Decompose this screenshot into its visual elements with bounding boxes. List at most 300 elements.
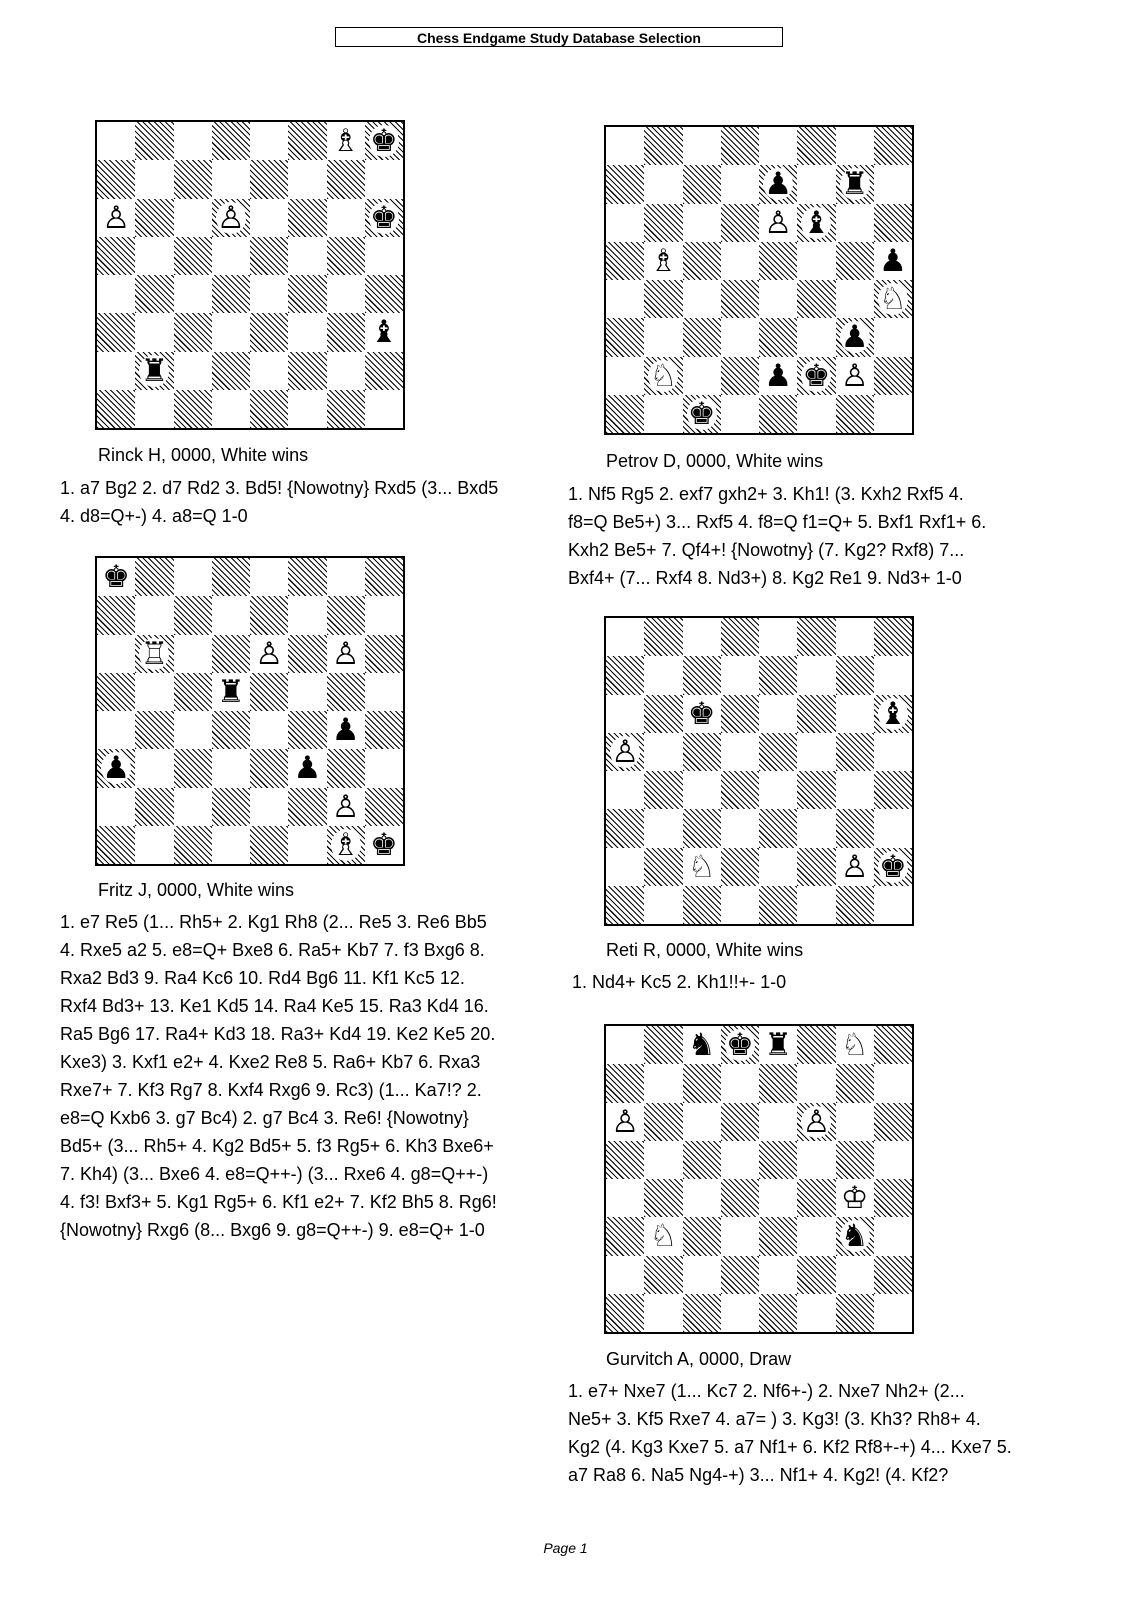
board-square (212, 275, 250, 313)
board-square (836, 1141, 874, 1179)
board-square (683, 848, 721, 886)
board-square (759, 1256, 797, 1294)
board-square (327, 160, 365, 198)
board-square (721, 165, 759, 203)
white-bishop-icon: ♗ (649, 242, 678, 279)
board-square (174, 160, 212, 198)
study-moves (60, 908, 497, 1244)
white-knight-icon: ♘ (649, 1218, 678, 1255)
white-pawn-icon: ♙ (102, 199, 131, 236)
black-pawn-icon: ♟ (102, 750, 131, 787)
board-square (836, 1026, 874, 1064)
board-square (606, 886, 644, 924)
board-square (874, 127, 912, 165)
board-square (683, 886, 721, 924)
moves-line: 1. Nf5 Rg5 2. exf7 gxh2+ 3. Kh1! (3. Kxh2 Rxf5 4. (568, 484, 964, 504)
board-square (365, 558, 403, 596)
board-square (797, 242, 835, 280)
moves-line: Rxa2 Bd3 9. Ra4 Kc6 10. Rd4 Bg6 11. Kf1 Kc5 12. (60, 968, 465, 988)
board-square (327, 596, 365, 634)
board-square (797, 733, 835, 771)
board-square (250, 673, 288, 711)
board-square (797, 848, 835, 886)
board-square (365, 352, 403, 390)
board-square (365, 673, 403, 711)
black-rook-icon: ♜ (140, 352, 169, 389)
chess-board (604, 125, 914, 435)
white-pawn-icon: ♙ (331, 788, 360, 825)
board-square (797, 395, 835, 433)
board-square (135, 635, 173, 673)
moves-line: Kxe3) 3. Kxf1 e2+ 4. Kxe2 Re8 5. Ra6+ Kb7 6. Rxa3 (60, 1052, 481, 1072)
board-square (836, 771, 874, 809)
board-square (288, 788, 326, 826)
board-square (327, 313, 365, 351)
board-square (327, 352, 365, 390)
board-square (836, 1217, 874, 1255)
board-square (97, 390, 135, 428)
board-square (327, 673, 365, 711)
board-square (174, 635, 212, 673)
board-square (97, 237, 135, 275)
board-square (174, 788, 212, 826)
board-square (644, 1064, 682, 1102)
black-bishop-icon: ♝ (802, 204, 831, 241)
board-square (97, 160, 135, 198)
white-knight-icon: ♘ (878, 281, 907, 318)
board-square (606, 1294, 644, 1332)
board-square (606, 1256, 644, 1294)
board-square (606, 771, 644, 809)
board-square (721, 618, 759, 656)
moves-line: 1. e7 Re5 (1... Rh5+ 2. Kg1 Rh8 (2... Re5 3. Re6 Bb5 (60, 912, 487, 932)
board-square (288, 160, 326, 198)
board-square (721, 242, 759, 280)
board-square (797, 809, 835, 847)
board-square (250, 352, 288, 390)
black-rook-icon: ♜ (764, 1027, 793, 1064)
white-knight-icon: ♘ (840, 1027, 869, 1064)
board-square (174, 390, 212, 428)
board-square (365, 749, 403, 787)
board-square (797, 695, 835, 733)
board-square (288, 352, 326, 390)
board-square (644, 1294, 682, 1332)
board-square (250, 558, 288, 596)
board-square (212, 160, 250, 198)
board-square (759, 656, 797, 694)
board-square (644, 1179, 682, 1217)
board-square (797, 1103, 835, 1141)
board-square (327, 390, 365, 428)
board-square (721, 280, 759, 318)
board-square (836, 242, 874, 280)
board-square (721, 886, 759, 924)
board-square (97, 711, 135, 749)
board-square (759, 395, 797, 433)
board-square (644, 1256, 682, 1294)
board-square (250, 749, 288, 787)
board-square (606, 1141, 644, 1179)
board-square (250, 635, 288, 673)
moves-line: Ne5+ 3. Kf5 Rxe7 4. a7= ) 3. Kg3! (3. Kh3? Rh8+ 4. (568, 1409, 981, 1429)
board-square (606, 1179, 644, 1217)
board-square (250, 788, 288, 826)
study-moves (568, 480, 986, 592)
board-square (759, 280, 797, 318)
black-king-icon: ♚ (687, 695, 716, 732)
board-square (212, 711, 250, 749)
board-square (683, 1026, 721, 1064)
board-square (327, 237, 365, 275)
board-square (288, 390, 326, 428)
board-square (288, 749, 326, 787)
board-square (874, 733, 912, 771)
board-square (135, 788, 173, 826)
board-square (97, 352, 135, 390)
board-square (212, 237, 250, 275)
board-square (212, 558, 250, 596)
board-square (797, 618, 835, 656)
board-square (683, 695, 721, 733)
board-square (174, 237, 212, 275)
moves-line: Bxf4+ (7... Rxf4 8. Nd3+) 8. Kg2 Re1 9. Nd3+ 1-0 (568, 568, 962, 588)
board-square (97, 558, 135, 596)
board-square (683, 1256, 721, 1294)
board-square (606, 280, 644, 318)
chess-board (95, 556, 405, 866)
board-square (606, 733, 644, 771)
board-square (97, 826, 135, 864)
board-square (606, 1064, 644, 1102)
white-knight-icon: ♘ (649, 357, 678, 394)
board-square (874, 656, 912, 694)
board-square (288, 711, 326, 749)
chess-board (604, 616, 914, 926)
board-square (721, 1103, 759, 1141)
board-square (644, 695, 682, 733)
board-square (365, 596, 403, 634)
board-square (836, 1064, 874, 1102)
board-square (174, 558, 212, 596)
black-king-icon: ♚ (878, 848, 907, 885)
board-square (797, 357, 835, 395)
board-square (212, 199, 250, 237)
board-square (797, 280, 835, 318)
board-square (212, 673, 250, 711)
black-king-icon: ♚ (102, 559, 131, 596)
board-square (174, 749, 212, 787)
board-square (874, 771, 912, 809)
board-square (97, 749, 135, 787)
board-square (135, 826, 173, 864)
moves-line: Rxf4 Bd3+ 13. Ke1 Kd5 14. Ra4 Ke5 15. Ra3 Kd4 16. (60, 996, 489, 1016)
board-square (683, 280, 721, 318)
board-square (135, 749, 173, 787)
board-square (683, 618, 721, 656)
moves-line: Rxe7+ 7. Kf3 Rg7 8. Kxf4 Rxg6 9. Rc3) (1... Ka7!? 2. (60, 1080, 482, 1100)
board-square (836, 848, 874, 886)
board-square (874, 165, 912, 203)
black-pawn-icon: ♟ (840, 319, 869, 356)
board-square (174, 313, 212, 351)
board-square (288, 313, 326, 351)
board-square (683, 204, 721, 242)
board-square (759, 1179, 797, 1217)
black-pawn-icon: ♟ (764, 166, 793, 203)
board-square (874, 809, 912, 847)
board-square (288, 826, 326, 864)
board-square (683, 771, 721, 809)
board-square (759, 242, 797, 280)
white-pawn-icon: ♙ (611, 733, 640, 770)
board-square (644, 1141, 682, 1179)
board-square (683, 1103, 721, 1141)
black-knight-icon: ♞ (687, 1027, 716, 1064)
board-square (135, 199, 173, 237)
board-square (683, 733, 721, 771)
board-square (721, 1141, 759, 1179)
white-knight-icon: ♘ (687, 848, 716, 885)
board-square (174, 826, 212, 864)
board-square (644, 886, 682, 924)
board-square (721, 1217, 759, 1255)
board-square (365, 390, 403, 428)
board-square (135, 160, 173, 198)
study-caption: Reti R, 0000, White wins (606, 940, 804, 960)
board-square (759, 618, 797, 656)
board-square (212, 122, 250, 160)
white-pawn-icon: ♙ (331, 635, 360, 672)
board-square (174, 275, 212, 313)
board-square (836, 204, 874, 242)
board-square (327, 199, 365, 237)
study-caption: Gurvitch A, 0000, Draw (606, 1349, 792, 1369)
board-square (836, 656, 874, 694)
board-square (759, 1141, 797, 1179)
board-square (759, 165, 797, 203)
board-square (759, 695, 797, 733)
board-square (797, 1217, 835, 1255)
board-square (721, 357, 759, 395)
board-square (759, 204, 797, 242)
board-square (250, 313, 288, 351)
board-square (606, 127, 644, 165)
board-square (683, 809, 721, 847)
board-square (683, 1294, 721, 1332)
board-square (135, 673, 173, 711)
board-square (174, 673, 212, 711)
board-square (644, 280, 682, 318)
board-square (836, 127, 874, 165)
board-square (250, 711, 288, 749)
board-square (797, 127, 835, 165)
black-bishop-icon: ♝ (369, 314, 398, 351)
board-square (250, 390, 288, 428)
study-caption: Fritz J, 0000, White wins (98, 880, 295, 900)
moves-line: 4. d8=Q+-) 4. a8=Q 1-0 (60, 506, 248, 526)
board-square (327, 275, 365, 313)
board-square (174, 199, 212, 237)
board-square (836, 733, 874, 771)
black-king-icon: ♚ (369, 123, 398, 160)
board-square (250, 826, 288, 864)
board-square (250, 237, 288, 275)
board-square (644, 1217, 682, 1255)
board-square (327, 788, 365, 826)
board-square (250, 596, 288, 634)
board-square (721, 848, 759, 886)
board-square (606, 318, 644, 356)
board-square (644, 656, 682, 694)
moves-line: e8=Q Kxb6 3. g7 Bc4) 2. g7 Bc4 3. Re6! {Nowotny} (60, 1108, 469, 1128)
board-square (365, 199, 403, 237)
board-square (606, 242, 644, 280)
board-square (97, 275, 135, 313)
moves-line: {Nowotny} Rxg6 (8... Bxg6 9. g8=Q++-) 9. e8=Q+ 1-0 (60, 1220, 485, 1240)
board-square (874, 357, 912, 395)
board-square (759, 809, 797, 847)
moves-line: 1. e7+ Nxe7 (1... Kc7 2. Nf6+-) 2. Nxe7 Nh2+ (2... (568, 1381, 965, 1401)
black-rook-icon: ♜ (216, 673, 245, 710)
board-square (683, 395, 721, 433)
board-square (644, 165, 682, 203)
chess-board (95, 120, 405, 430)
board-square (644, 357, 682, 395)
moves-line: 4. Rxe5 a2 5. e8=Q+ Bxe8 6. Ra5+ Kb7 7. f3 Bxg6 8. (60, 940, 485, 960)
board-square (683, 1179, 721, 1217)
board-square (797, 1064, 835, 1102)
board-square (606, 357, 644, 395)
board-square (174, 352, 212, 390)
board-square (797, 1026, 835, 1064)
board-square (683, 656, 721, 694)
board-square (874, 1179, 912, 1217)
white-pawn-icon: ♙ (216, 199, 245, 236)
black-king-icon: ♚ (369, 199, 398, 236)
board-square (874, 242, 912, 280)
board-square (250, 275, 288, 313)
board-square (797, 1141, 835, 1179)
board-square (250, 122, 288, 160)
board-square (365, 711, 403, 749)
board-square (759, 886, 797, 924)
black-pawn-icon: ♟ (293, 750, 322, 787)
board-square (606, 1217, 644, 1255)
board-square (212, 826, 250, 864)
board-square (721, 1294, 759, 1332)
board-square (683, 165, 721, 203)
board-square (759, 318, 797, 356)
board-square (97, 673, 135, 711)
board-square (327, 711, 365, 749)
white-pawn-icon: ♙ (255, 635, 284, 672)
board-square (644, 242, 682, 280)
study-moves (572, 968, 786, 996)
board-square (644, 771, 682, 809)
board-square (135, 313, 173, 351)
board-square (836, 695, 874, 733)
board-square (874, 1256, 912, 1294)
board-square (288, 122, 326, 160)
white-rook-icon: ♖ (140, 635, 169, 672)
board-square (644, 395, 682, 433)
board-square (721, 318, 759, 356)
moves-line: 4. f3! Bxf3+ 5. Kg1 Rg5+ 6. Kf1 e2+ 7. Kf2 Bh5 8. Rg6! (60, 1192, 497, 1212)
black-king-icon: ♚ (369, 826, 398, 863)
black-king-icon: ♚ (802, 357, 831, 394)
board-square (135, 558, 173, 596)
board-square (135, 711, 173, 749)
white-pawn-icon: ♙ (611, 1103, 640, 1140)
board-square (644, 809, 682, 847)
board-square (606, 695, 644, 733)
study-moves (568, 1377, 1012, 1489)
board-square (606, 165, 644, 203)
board-square (212, 390, 250, 428)
board-square (874, 318, 912, 356)
board-square (759, 1103, 797, 1141)
board-square (606, 1103, 644, 1141)
board-square (606, 204, 644, 242)
board-square (721, 127, 759, 165)
board-square (836, 395, 874, 433)
board-square (721, 771, 759, 809)
moves-line: Bd5+ (3... Rh5+ 4. Kg2 Bd5+ 5. f3 Rg5+ 6. Kh3 Bxe6+ (60, 1136, 494, 1156)
board-square (797, 1294, 835, 1332)
board-square (721, 1064, 759, 1102)
board-square (644, 733, 682, 771)
board-square (797, 165, 835, 203)
black-pawn-icon: ♟ (764, 357, 793, 394)
board-square (365, 788, 403, 826)
moves-line: f8=Q Be5+) 3... Rxf5 4. f8=Q f1=Q+ 5. Bxf1 Rxf1+ 6. (568, 512, 987, 532)
moves-line: Ra5 Bg6 17. Ra4+ Kd3 18. Ra3+ Kd4 19. Ke2 Ke5 20. (60, 1024, 496, 1044)
white-pawn-icon: ♙ (764, 204, 793, 241)
board-square (212, 749, 250, 787)
board-square (721, 395, 759, 433)
board-square (797, 1256, 835, 1294)
board-square (836, 318, 874, 356)
board-square (797, 204, 835, 242)
board-square (288, 635, 326, 673)
board-square (327, 558, 365, 596)
board-square (365, 313, 403, 351)
board-square (644, 618, 682, 656)
board-square (606, 618, 644, 656)
board-square (606, 656, 644, 694)
board-square (174, 596, 212, 634)
board-square (874, 1064, 912, 1102)
board-square (212, 313, 250, 351)
board-square (874, 618, 912, 656)
page-footer: Page 1 (543, 1540, 588, 1556)
board-square (644, 1103, 682, 1141)
board-square (836, 1179, 874, 1217)
moves-line: 1. a7 Bg2 2. d7 Rd2 3. Bd5! {Nowotny} Rxd5 (3... Bxd5 (60, 478, 499, 498)
board-square (327, 826, 365, 864)
board-square (212, 352, 250, 390)
board-square (874, 1217, 912, 1255)
board-square (365, 635, 403, 673)
board-square (759, 1294, 797, 1332)
board-square (365, 275, 403, 313)
board-square (721, 1026, 759, 1064)
board-square (759, 848, 797, 886)
board-square (874, 886, 912, 924)
board-square (135, 275, 173, 313)
board-square (874, 280, 912, 318)
